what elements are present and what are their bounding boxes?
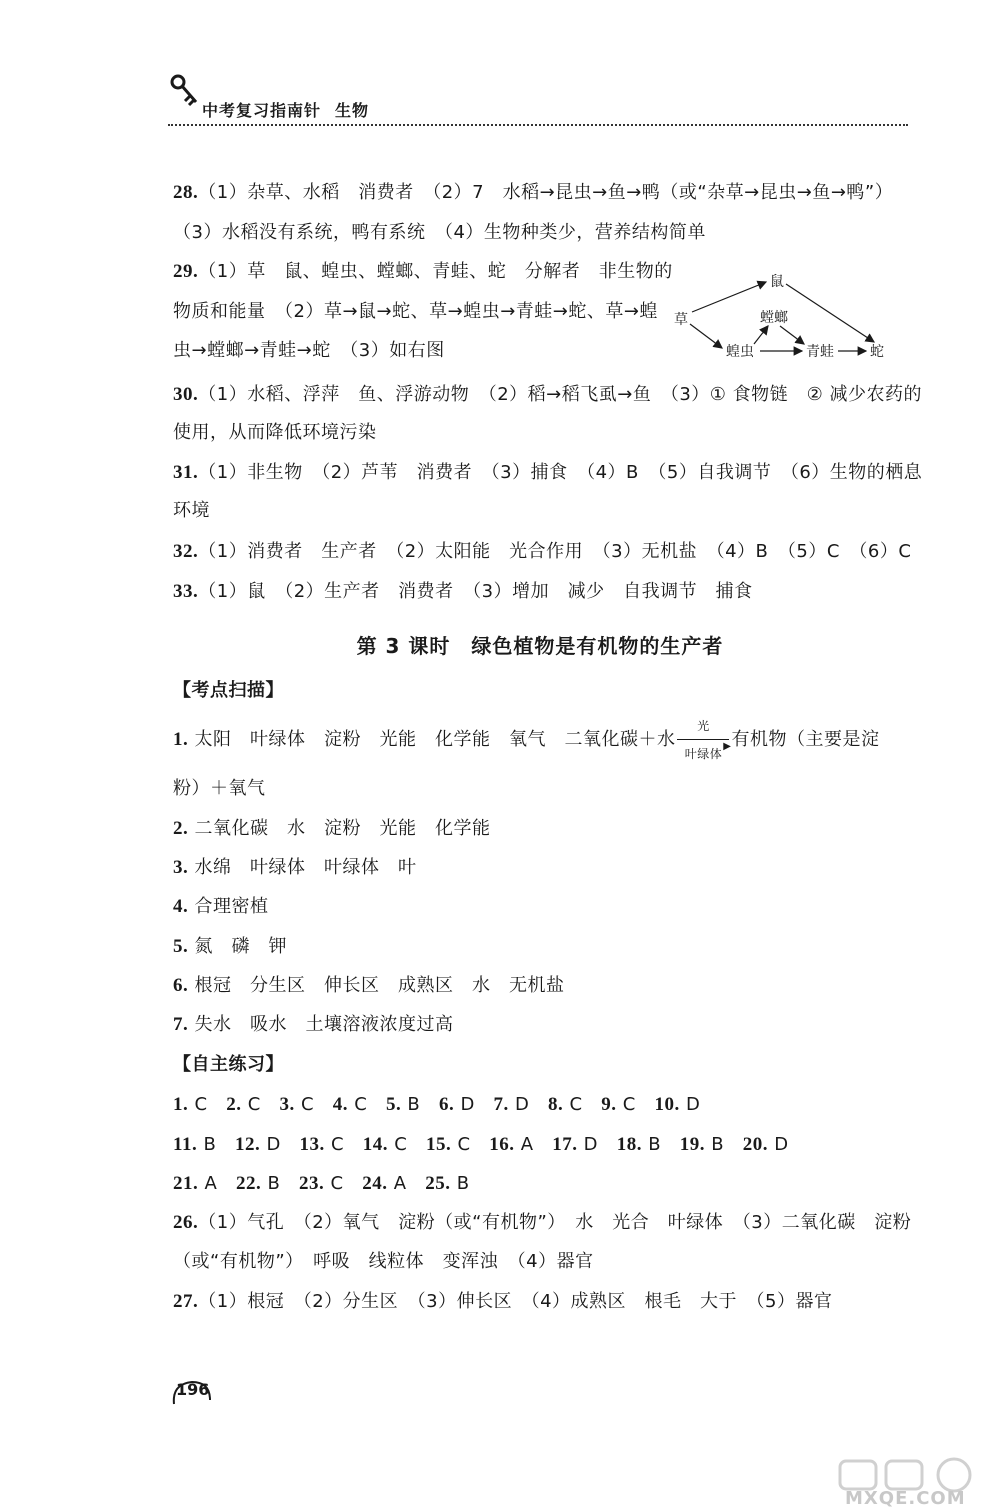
mc-answer: A xyxy=(393,1173,407,1194)
mc-answer: C xyxy=(330,1134,345,1155)
mc-number: 2. xyxy=(226,1094,242,1115)
mc-number: 19. xyxy=(679,1134,705,1155)
q26-text1: （1）气孔 （2）氧气 淀粉（或“有机物”） 水 光合 叶绿体 （3）二氧化碳 淀粉 xyxy=(198,1212,912,1233)
mc-answer: B xyxy=(407,1094,421,1115)
mc-answer: A xyxy=(520,1134,534,1155)
q30-number: 30. xyxy=(173,384,199,405)
mc-number: 25. xyxy=(425,1173,451,1194)
q29-text3: 虫→螳螂→青蛙→蛇 （3）如右图 xyxy=(173,340,445,361)
header-divider xyxy=(168,124,908,126)
q27-line1 xyxy=(173,1290,833,1314)
kd7-number: 7. xyxy=(173,1014,189,1035)
mc-answer: D xyxy=(583,1134,599,1155)
q30-text1: （1）水稻、浮萍 鱼、浮游动物 （2）稻→稻飞虱→鱼 （3）① 食物链 ② 减少农药的 xyxy=(198,384,922,405)
q27-number: 27. xyxy=(173,1291,199,1312)
q33-line1 xyxy=(173,580,753,604)
reaction-condition-light: 光 xyxy=(697,719,710,733)
q33-number: 33. xyxy=(173,581,199,602)
q31-text2: 环境 xyxy=(173,500,210,521)
q29-line2 xyxy=(173,300,658,324)
kd5-number: 5. xyxy=(173,936,189,957)
kd5-text: 氮 磷 钾 xyxy=(194,936,287,957)
mc-number: 10. xyxy=(654,1094,680,1115)
q26-line2 xyxy=(173,1250,594,1274)
mc-answer: B xyxy=(648,1134,662,1155)
mc-number: 7. xyxy=(493,1094,509,1115)
q29-text2: 物质和能量 （2）草→鼠→蛇、草→蝗虫→青蛙→蛇、草→蝗 xyxy=(173,301,658,322)
arrow-grass-mouse xyxy=(692,282,766,312)
q28-text1: （1）杂草、水稻 消费者 （2）7 水稻→昆虫→鱼→鸭（或“杂草→昆虫→鱼→鸭”） xyxy=(198,182,894,203)
mc-answer: D xyxy=(685,1094,701,1115)
kd4-text: 合理密植 xyxy=(194,896,269,917)
mc-number: 3. xyxy=(279,1094,295,1115)
reaction-arrow: 光 ▶ 叶绿体 xyxy=(677,728,729,752)
mc-answer: B xyxy=(267,1173,281,1194)
q26-text2: （或“有机物”） 呼吸 线粒体 变浑浊 （4）器官 xyxy=(173,1251,594,1272)
kd6-number: 6. xyxy=(173,975,189,996)
node-mouse: 鼠 xyxy=(770,274,784,290)
mc-number: 8. xyxy=(548,1094,564,1115)
section-zizhu-label: 【自主练习】 xyxy=(173,1054,284,1075)
arrow-mantis-frog xyxy=(780,326,804,344)
kd4-number: 4. xyxy=(173,896,189,917)
q26-number: 26. xyxy=(173,1212,199,1233)
subject-label: 生物 xyxy=(335,101,370,120)
q30-line1 xyxy=(173,383,922,407)
arrow-mouse-snake xyxy=(786,284,874,342)
mc-row-1 xyxy=(173,1093,700,1117)
kd2-number: 2. xyxy=(173,818,189,839)
mc-answer: C xyxy=(354,1094,368,1115)
q26-line1 xyxy=(173,1211,911,1235)
mc-number: 17. xyxy=(552,1134,578,1155)
kd1-line2: 粉）＋氧气 xyxy=(173,778,266,799)
mc-number: 15. xyxy=(425,1134,452,1155)
kd2-line xyxy=(173,817,490,841)
q29-line1 xyxy=(173,260,673,284)
kd1-text-b: 有机物（主要是淀 xyxy=(731,729,880,750)
q28-number: 28. xyxy=(173,182,199,203)
mc-row-3 xyxy=(173,1172,470,1196)
arrow-locust-mantis xyxy=(754,326,768,344)
node-grass: 草 xyxy=(674,312,688,328)
mc-number: 21. xyxy=(173,1173,199,1194)
key-icon xyxy=(168,72,204,112)
mc-number: 11. xyxy=(173,1134,198,1155)
kd5-line xyxy=(173,935,287,959)
q31-number: 31. xyxy=(173,462,199,483)
q32-number: 32. xyxy=(173,541,199,562)
q28-line2 xyxy=(173,221,706,245)
mc-answer: D xyxy=(774,1134,789,1155)
kd1-text-a: 太阳 叶绿体 淀粉 光能 化学能 氧气 二氧化碳＋水 xyxy=(194,729,676,750)
q32-text1: （1）消费者 生产者 （2）太阳能 光合作用 （3）无机盐 （4）B （5）C （6）C xyxy=(198,541,912,562)
kd6-line xyxy=(173,974,564,998)
mc-answer: D xyxy=(266,1134,281,1155)
mc-answer: B xyxy=(456,1173,470,1194)
mc-answer: D xyxy=(460,1094,475,1115)
q30-line2 xyxy=(173,421,377,445)
mc-number: 12. xyxy=(234,1134,261,1155)
mc-number: 4. xyxy=(332,1094,348,1115)
page-number: 196 xyxy=(176,1380,210,1399)
node-snake: 蛇 xyxy=(870,344,884,360)
q29-number: 29. xyxy=(173,261,199,282)
mc-answer: C xyxy=(457,1134,471,1155)
q29-text1: （1）草 鼠、蝗虫、螳螂、青蛙、蛇 分解者 非生物的 xyxy=(198,261,673,282)
q28-text2: （3）水稻没有系统，鸭有系统 （4）生物种类少，营养结构简单 xyxy=(173,222,706,243)
mc-answer: B xyxy=(711,1134,725,1155)
kd6-text: 根冠 分生区 伸长区 成熟区 水 无机盐 xyxy=(194,975,565,996)
section-kaodian-label: 【考点扫描】 xyxy=(173,680,284,701)
mc-row-2 xyxy=(173,1133,789,1157)
mc-number: 1. xyxy=(173,1094,189,1115)
kd7-line xyxy=(173,1013,453,1037)
q29-line3 xyxy=(173,339,445,363)
mc-number: 5. xyxy=(385,1094,402,1115)
q31-text1: （1）非生物 （2）芦苇 消费者 （3）捕食 （4）B （5）自我调节 （6）生物的栖息 xyxy=(198,462,923,483)
q31-line2 xyxy=(173,499,210,523)
reaction-condition-chloroplast: 叶绿体 xyxy=(684,747,723,761)
mc-number: 6. xyxy=(438,1094,455,1115)
mc-answer: D xyxy=(514,1094,530,1115)
mc-number: 9. xyxy=(601,1094,617,1115)
watermark-text: MXQE.COM xyxy=(845,1488,966,1509)
mc-number: 24. xyxy=(362,1173,388,1194)
kd3-text: 水绵 叶绿体 叶绿体 叶 xyxy=(194,857,417,878)
page-header xyxy=(168,72,908,128)
mc-number: 23. xyxy=(299,1173,325,1194)
q30-text2: 使用，从而降低环境污染 xyxy=(173,422,377,443)
q28-line1 xyxy=(173,181,893,205)
lesson-title: 第 3 课时 绿色植物是有机物的生产者 xyxy=(356,634,724,658)
mc-number: 20. xyxy=(742,1134,768,1155)
node-locust: 蝗虫 xyxy=(726,344,754,360)
mc-number: 18. xyxy=(616,1134,642,1155)
kd2-text: 二氧化碳 水 淀粉 光能 化学能 xyxy=(194,818,491,839)
book-title xyxy=(202,98,369,121)
mc-number: 16. xyxy=(489,1134,515,1155)
mc-answer: A xyxy=(204,1173,218,1194)
node-mantis: 螳螂 xyxy=(760,310,788,326)
kd3-line xyxy=(173,856,416,880)
mc-answer: C xyxy=(569,1094,583,1115)
q32-line1 xyxy=(173,540,911,564)
kd7-text: 失水 吸水 土壤溶液浓度过高 xyxy=(194,1014,454,1035)
kd4-line xyxy=(173,895,268,919)
mc-answer: C xyxy=(300,1094,315,1115)
mc-answer: C xyxy=(394,1134,408,1155)
q33-text1: （1）鼠 （2）生产者 消费者 （3）增加 减少 自我调节 捕食 xyxy=(198,581,753,602)
mc-number: 13. xyxy=(299,1134,325,1155)
food-web-diagram xyxy=(668,262,898,372)
mc-answer: C xyxy=(247,1094,261,1115)
mc-number: 14. xyxy=(362,1134,388,1155)
mc-answer: C xyxy=(330,1173,344,1194)
q27-text1: （1）根冠 （2）分生区 （3）伸长区 （4）成熟区 根毛 大于 （5）器官 xyxy=(198,1291,833,1312)
mc-answer: C xyxy=(622,1094,636,1115)
arrow-grass-locust xyxy=(690,324,722,348)
book-title-text: 中考复习指南针 xyxy=(202,101,322,120)
mc-answer: C xyxy=(194,1094,208,1115)
kd1-number: 1. xyxy=(173,729,189,750)
mc-answer: B xyxy=(203,1134,217,1155)
q31-line1 xyxy=(173,461,922,485)
kd3-number: 3. xyxy=(173,857,189,878)
kd1-line1 xyxy=(173,719,880,761)
node-frog: 青蛙 xyxy=(806,344,834,360)
mc-number: 22. xyxy=(235,1173,262,1194)
